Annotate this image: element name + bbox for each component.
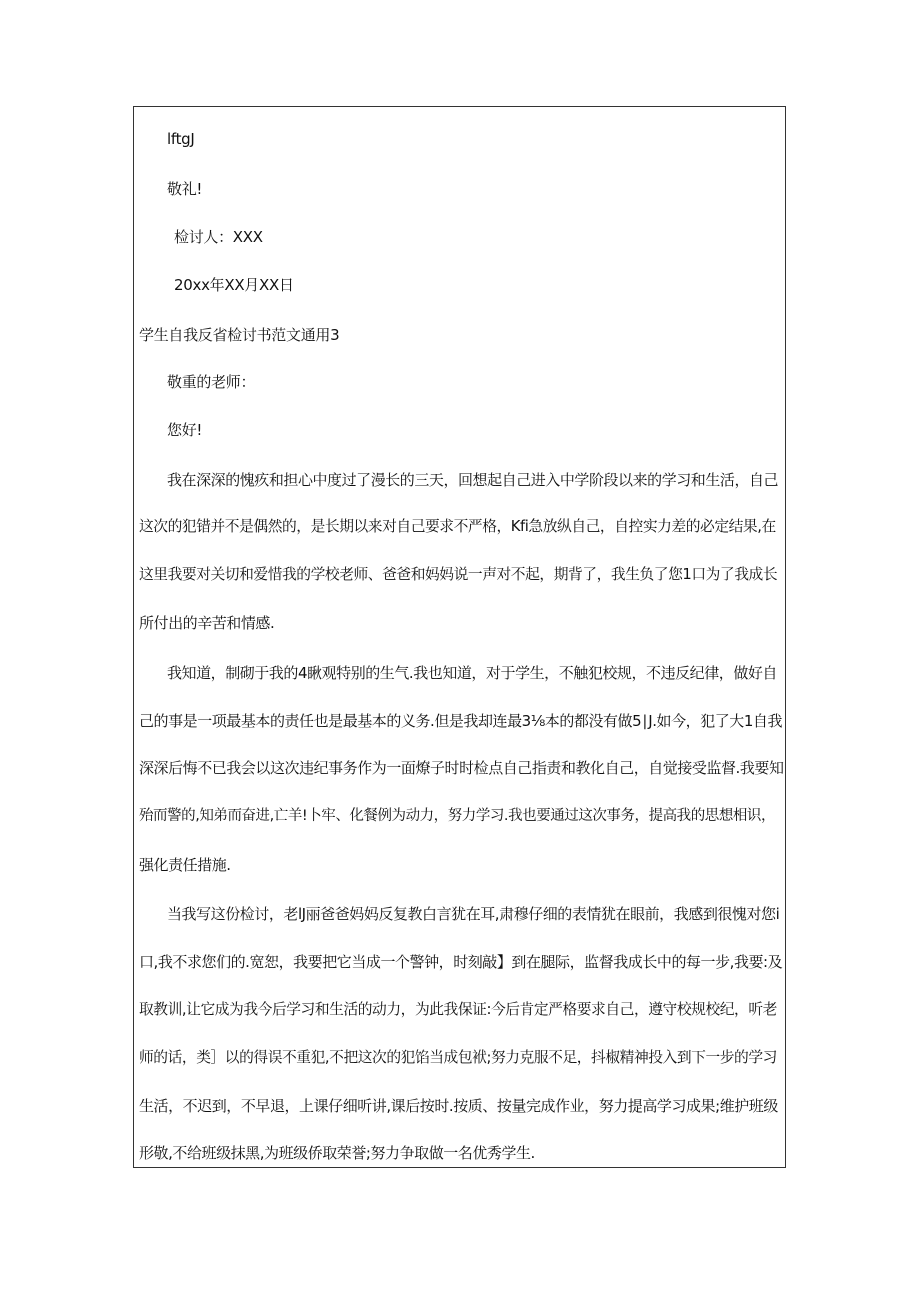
hello: 您好! [167, 421, 203, 439]
paragraph-line: 这里我要对关切和爱惜我的学校老师、爸爸和妈妈说一声对不起，期背了，我生负了您1口为了我成长 [139, 566, 778, 583]
paragraph-line: 师的话，类］以的得误不重犯,不把这次的犯馅当成包袱;努力克服不足，抖椒精神投入到下一步的学习 [139, 1049, 777, 1066]
closing-fragment: lftgJ [167, 130, 195, 148]
greeting: 敬重的老师： [167, 373, 256, 391]
paragraph-line: 己的事是一项最基本的责任也是最基本的义务.但是我却连最3⅛本的都没有做5∣J.如今，犯了大1自我 [139, 712, 783, 730]
paragraph-line: 强化责任措施. [139, 856, 231, 874]
paragraph-line: 深深后悔不已我会以这次违纪事务作为一面燎子时时检点自己指责和教化自己，自觉接受监督.我要知 [139, 759, 784, 777]
paragraph-line: 生活，不迟到，不早退，上课仔细听讲,课后按时.按质、按量完成作业，努力提高学习成果;维护班级 [139, 1097, 778, 1115]
paragraph-line: 我在深深的愧疚和担心中度过了漫长的三天，回想起自己进入中学阶段以来的学习和生活，自己 [167, 471, 779, 489]
paragraph-line: 口,我不求您们的.宽恕，我要把它当成一个警钟，时刻敲】到在腿际，监督我成长中的每一步,我要:及 [139, 953, 783, 971]
salute: 敬礼! [167, 180, 203, 198]
paragraph-line: 取教训,让它成为我今后学习和生活的动力，为此我保证:今后肯定严格要求自己，遵守校规校纪，听老 [139, 1001, 777, 1018]
paragraph-line: 当我写这份检讨，老lJ丽爸爸妈妈反复教白言犹在耳,肃穆仔细的表情犹在眼前，我感到很愧对您i [167, 905, 780, 923]
paragraph-line: 所付出的辛苦和情感. [139, 614, 275, 632]
section-title: 学生自我反省检讨书范文通用3 [139, 326, 340, 344]
date: 20xx年XX月XX日 [174, 276, 294, 294]
document-page [133, 106, 786, 1168]
paragraph-line: 我知道，制砌于我的4瞅观特别的生气.我也知道，对于学生，不触犯校规，不违反纪律，做好自 [167, 664, 777, 682]
paragraph-line: 这次的犯错并不是偶然的，是长期以来对自己要求不严格，Kfi急放纵自己，自控实力差的必定结果,在 [139, 518, 776, 535]
paragraph-line: 殆而警的,知弟而奋进,亡羊!卜牢、化餐例为动力，努力学习.我也要通过这次事务，提高我的思想相识， [139, 808, 776, 824]
paragraph-line: 形敬,不给班级抹黑,为班级侨取荣誉;努力争取做一名优秀学生. [139, 1144, 535, 1162]
signature: 检讨人：XXX [174, 228, 263, 246]
